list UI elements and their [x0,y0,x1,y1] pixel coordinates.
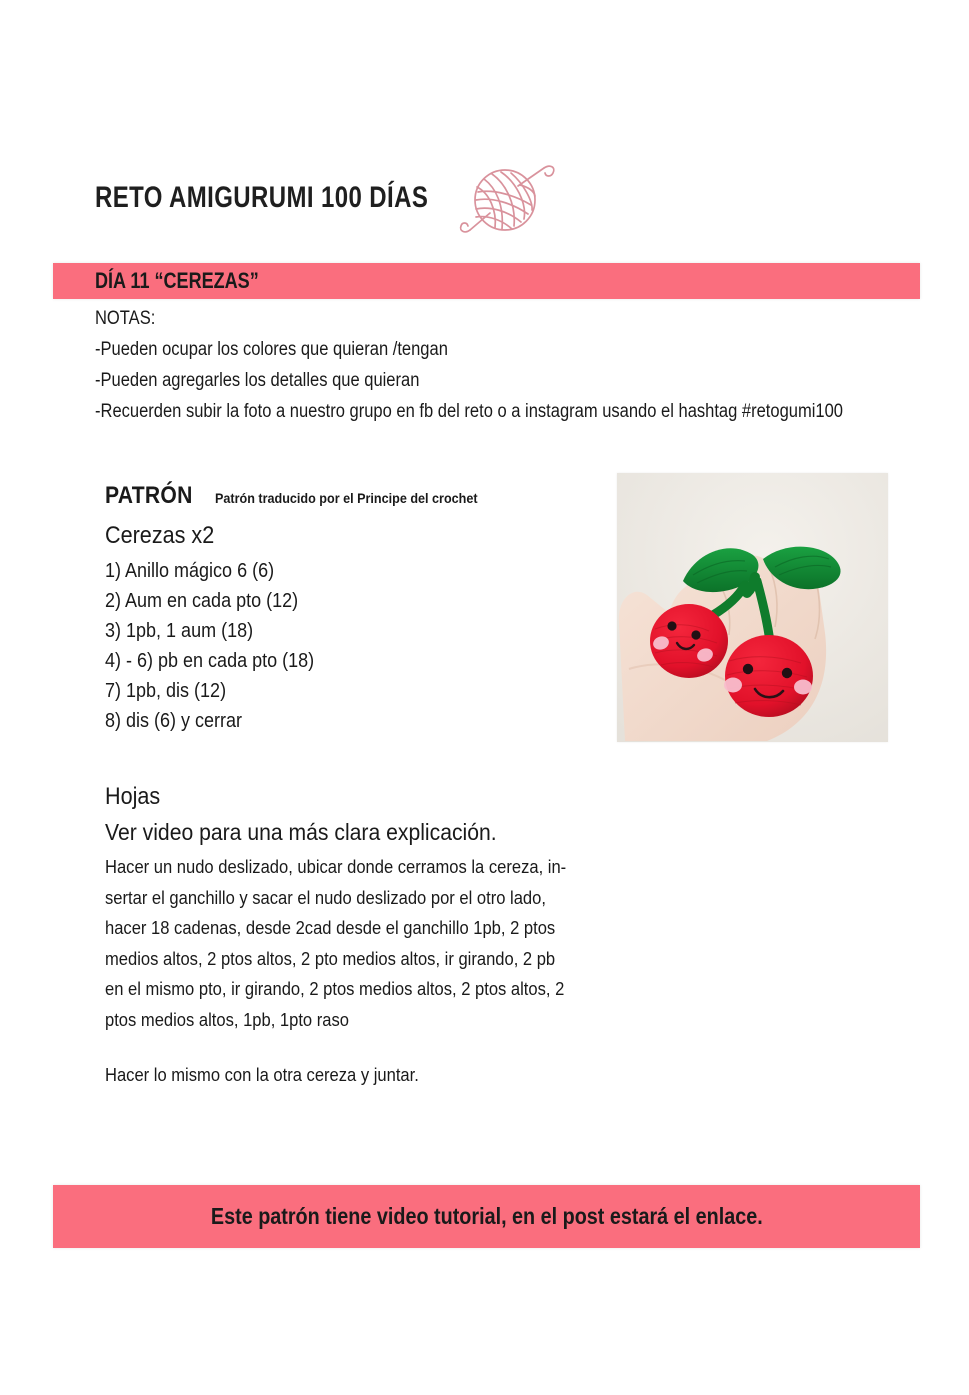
pattern-row: 4) - 6) pb en cada pto (18) [105,650,315,672]
notes-item: -Pueden agregarles los detalles que quieran [95,370,420,391]
pattern-row: 2) Aum en cada pto (12) [105,590,299,612]
day-banner [53,263,920,299]
pattern-credit: Patrón traducido por el Principe del crochet [214,490,478,506]
leaves-body [105,852,605,1035]
cherries-photo-illustration [617,473,888,742]
pattern-row-list [105,556,605,736]
leaves-body-line: en el mismo pto, ir girando, 2 ptos medios altos, 2 ptos altos, 2 [105,979,565,999]
cherries-photo [617,473,888,742]
yarn-ball-with-crochet-hook-icon [450,158,560,238]
pattern-heading-row [105,482,605,510]
leaves-video-note: Ver video para una más clara explicación. [105,819,497,845]
notes-section [95,303,925,427]
leaves-body-line: hacer 18 cadenas, desde 2cad desde el ganchillo 1pb, 2 ptos [105,918,556,938]
pattern-section-title: Cerezas x2 [105,522,215,549]
page-title: RETO AMIGURUMI 100 DÍAS [95,180,429,214]
page-header [95,160,895,235]
leaves-final-line: Hacer lo mismo con la otra cereza y juntar. [105,1065,419,1085]
pattern-heading: PATRÓN [105,482,193,509]
pattern-section [105,482,605,736]
leaves-body-line: sertar el ganchillo y sacar el nudo deslizado por el otro lado, [105,887,546,908]
leaves-section [105,783,605,1086]
day-banner-label: DÍA 11 “CEREZAS” [95,268,259,293]
pattern-row: 3) 1pb, 1 aum (18) [105,620,254,642]
notes-heading: NOTAS: [95,308,156,329]
pattern-row: 7) 1pb, dis (12) [105,680,227,702]
footer-banner-label: Este patrón tiene video tutorial, en el post estará el enlace. [210,1203,763,1229]
pattern-row: 1) Anillo mágico 6 (6) [105,560,275,582]
footer-banner [53,1185,920,1248]
leaves-heading: Hojas [105,783,161,810]
notes-item: -Pueden ocupar los colores que quieran /tengan [95,339,448,360]
cherry-left [650,604,728,678]
leaves-body-line: medios altos, 2 ptos altos, 2 pto medios altos, ir girando, 2 pb [105,948,556,969]
notes-item: -Recuerden subir la foto a nuestro grupo en fb del reto o a instagram usando el hashtag #retogumi100 [95,401,844,422]
leaves-body-line: Hacer un nudo deslizado, ubicar donde cerramos la cereza, in- [105,857,567,877]
leaves-body-line: ptos medios altos, 1pb, 1pto raso [105,1009,349,1030]
pattern-row: 8) dis (6) y cerrar [105,710,243,732]
